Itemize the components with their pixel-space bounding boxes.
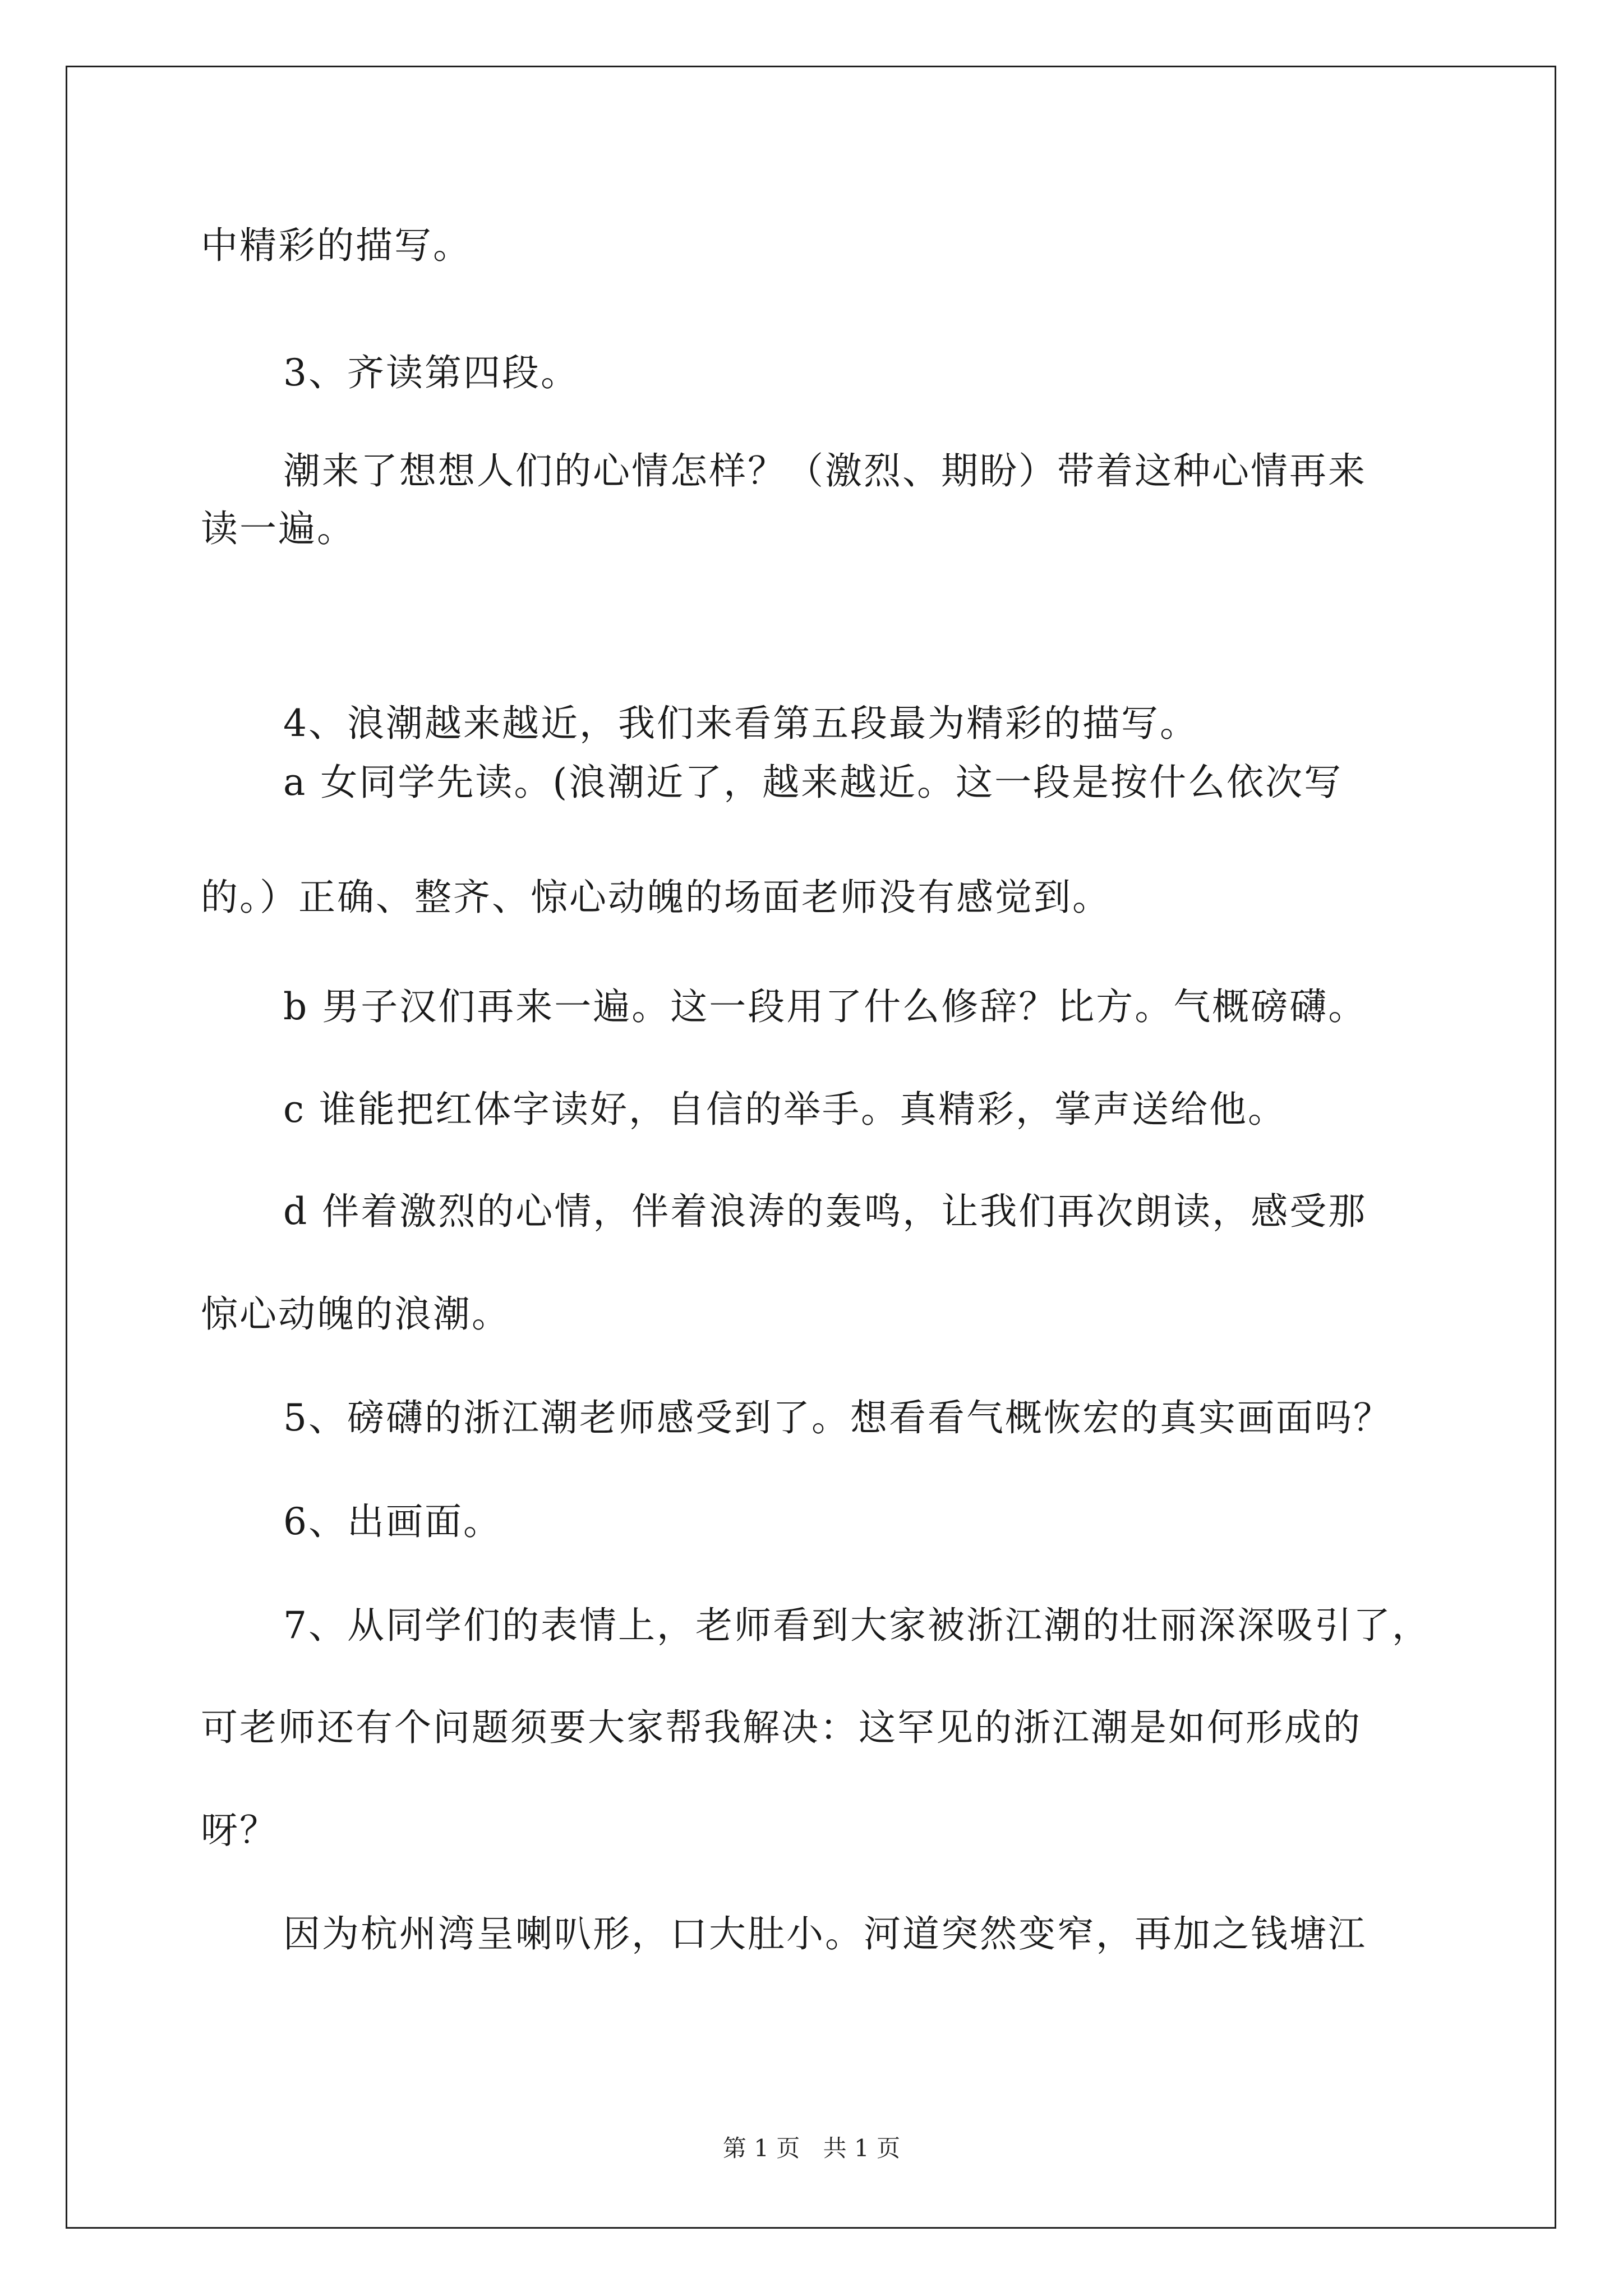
text-line: d 伴着激烈的心情，伴着浪涛的轰鸣，让我们再次朗读，感受那 [283, 1190, 1367, 1233]
text-line: 5、磅礴的浙江潮老师感受到了。想看看气概恢宏的真实画面吗？ [283, 1396, 1392, 1439]
text-line: 呀？ [201, 1809, 278, 1852]
text-line: a 女同学先读。(浪潮近了，越来越近。这一段是按什么依次写 [283, 761, 1343, 804]
page-footer [0, 2134, 1623, 2162]
text-line: 中精彩的描写。 [201, 224, 472, 267]
text-line: 可老师还有个问题须要大家帮我解决：这罕见的浙江潮是如何形成的 [201, 1706, 1362, 1749]
text-line: 读一遍。 [201, 507, 356, 550]
text-line: 的。）正确、整齐、惊心动魄的场面老师没有感觉到。 [201, 876, 1111, 919]
text-line: 6、出画面。 [283, 1500, 502, 1543]
text-line: 惊心动魄的浪潮。 [201, 1292, 510, 1336]
page-total: 共 1 页 [823, 2134, 901, 2162]
text-line: 4、浪潮越来越近，我们来看第五段最为精彩的描写。 [283, 702, 1198, 745]
text-line: 3、齐读第四段。 [283, 351, 579, 394]
text-line: b 男子汉们再来一遍。这一段用了什么修辞？比方。气概磅礴。 [283, 985, 1367, 1028]
text-line: 潮来了想想人们的心情怎样？（激烈、期盼）带着这种心情再来 [283, 449, 1367, 493]
text-line: 7、从同学们的表情上，老师看到大家被浙江潮的壮丽深深吸引了， [283, 1604, 1431, 1647]
text-line: c 谁能把红体字读好，自信的举手。真精彩，掌声送给他。 [283, 1088, 1287, 1131]
page-number: 第 1 页 [722, 2134, 800, 2162]
text-line: 因为杭州湾呈喇叭形，口大肚小。河道突然变窄，再加之钱塘江 [283, 1912, 1367, 1955]
